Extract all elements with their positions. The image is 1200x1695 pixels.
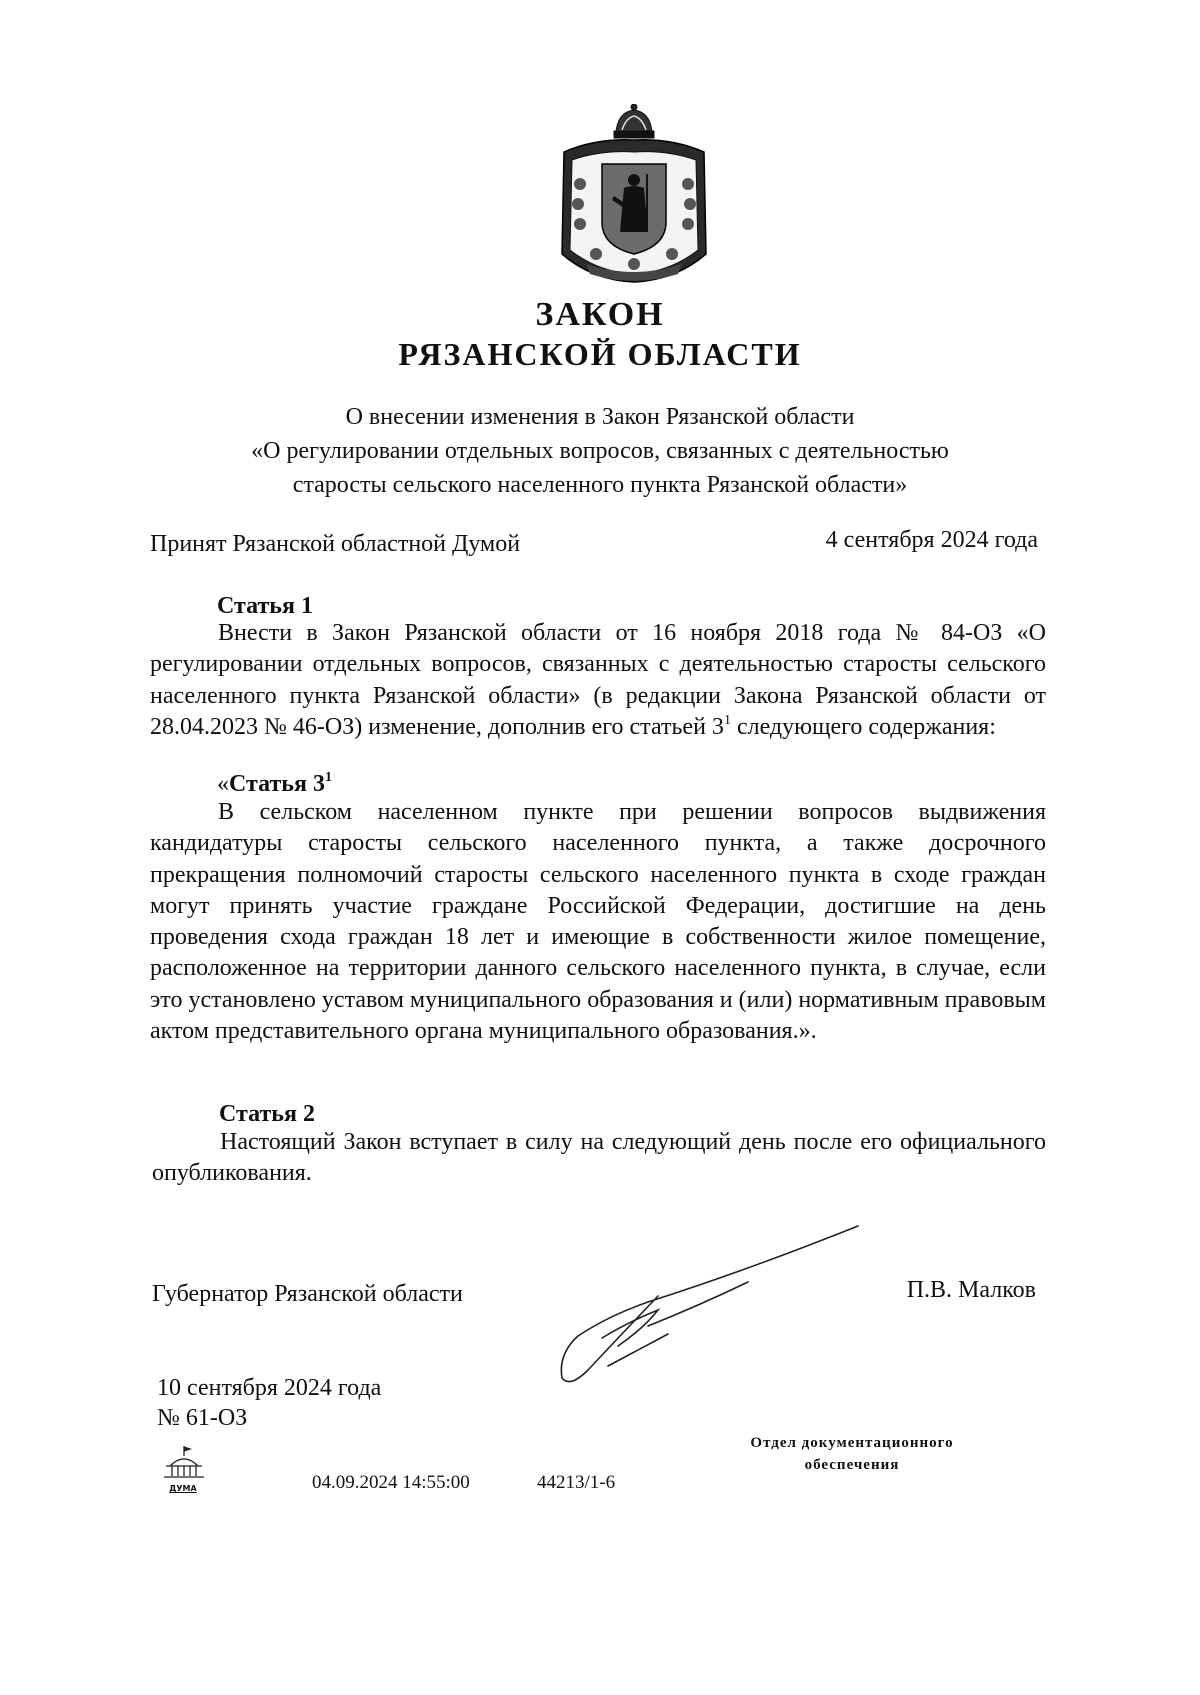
adoption-date: 4 сентября 2024 года — [825, 527, 1038, 553]
law-region-title: РЯЗАНСКОЙ ОБЛАСТИ — [398, 336, 802, 372]
department-stamp — [722, 1432, 982, 1476]
article-2-text: Настоящий Закон вступает в силу на следующий день после его официального опубликования. — [152, 1129, 1046, 1187]
new-article-quote: « — [217, 771, 229, 797]
registration-number: 44213/1-6 — [537, 1472, 616, 1493]
subject-line-3: старосты сельского населенного пункта Рязанской области» — [292, 472, 908, 498]
new-article-heading — [217, 768, 332, 800]
article-1-text-part2: следующего содержания: — [730, 713, 996, 740]
article-2-heading: Статья 2 — [219, 1101, 315, 1127]
stamp-line-2: обеспечения — [804, 1457, 900, 1473]
article-1-text-part1: Внести в Закон Рязанской области от 16 ноября 2018 года № 84-ОЗ «О регулировании отдельных вопросов, связанных с деятельностью старосты сельского населенного пункта Рязанской области» (в редакции Закона Рязанской области от 28.04.2023 № 46-ОЗ) изменение, дополнив его статьей 3 — [150, 620, 1046, 740]
coat-of-arms-emblem — [556, 104, 712, 284]
law-number: № 61-ОЗ — [157, 1405, 248, 1431]
subject-line-1: О внесении изменения в Закон Рязанской области — [345, 404, 855, 430]
article-1-text — [150, 618, 1046, 743]
signing-date: 10 сентября 2024 года — [157, 1375, 382, 1401]
new-article-title: Статья 3 — [229, 771, 325, 797]
signer-name: П.В. Малков — [906, 1277, 1036, 1303]
adoption-label: Принят Рязанской областной Думой — [150, 531, 521, 557]
law-subject — [150, 400, 1050, 502]
duma-logo — [160, 1446, 206, 1493]
duma-logo-text: ДУМА — [169, 1484, 197, 1493]
registration-timestamp: 04.09.2024 14:55:00 — [312, 1472, 470, 1493]
duma-building-icon — [160, 1446, 206, 1480]
article-1-superscript: 1 — [723, 712, 731, 728]
stamp-line-1: Отдел документационного — [750, 1435, 954, 1451]
subject-line-2: «О регулировании отдельных вопросов, связанных с деятельностью — [251, 438, 949, 464]
handwritten-signature — [548, 1218, 878, 1394]
law-title: ЗАКОН — [535, 296, 665, 333]
new-article-text: В сельском населенном пункте при решении вопросов выдвижения кандидатуры старосты сельского населенного пункта, а также досрочного прекращения полномочий старосты сельского населенного пункта в сходе граждан могут принять участие граждане Российской Федерации, достигшие на день проведения схода граждан 18 лет и имеющие в собственности жилое помещение, расположенное на территории данного сельского населенного пункта, в случае, если это установлено уставом муниципального образования и (или) нормативным правовым актом представительного органа муниципального образования.». — [150, 799, 1046, 1045]
new-article-sup: 1 — [324, 770, 332, 785]
signer-position: Губернатор Рязанской области — [152, 1281, 463, 1307]
article-1-heading: Статья 1 — [217, 593, 313, 619]
